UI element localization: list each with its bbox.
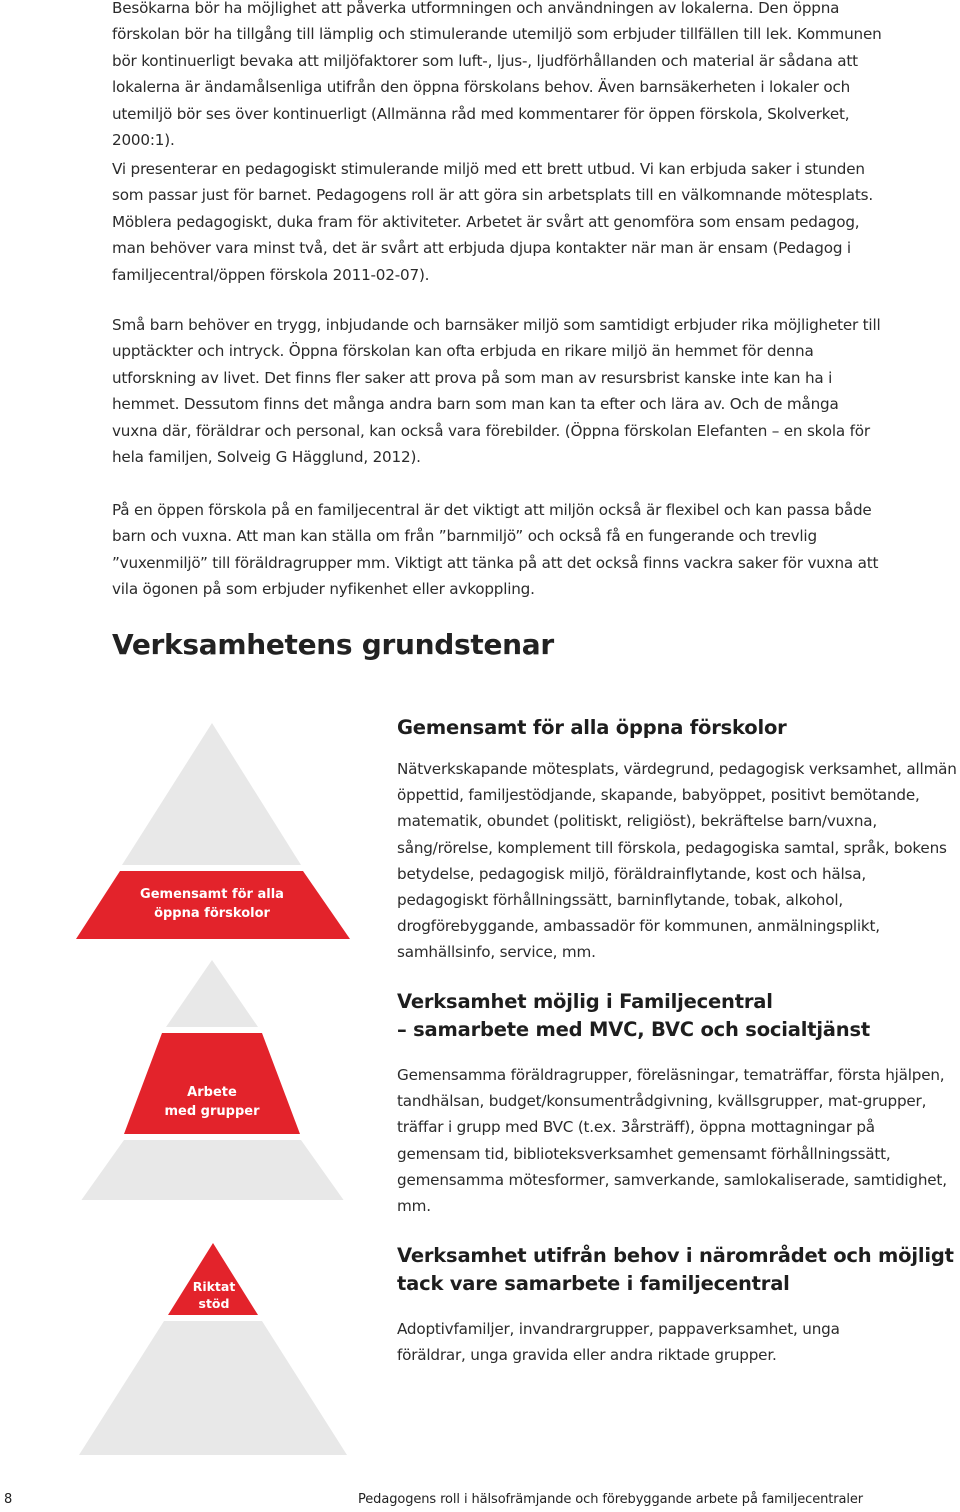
pyramid-label-line1: Gemensamt för alla xyxy=(140,887,284,902)
section-heading: Verksamhetens grundstenar xyxy=(112,628,554,661)
section-title-line2: – samarbete med MVC, BVC och socialtjänst xyxy=(397,1018,870,1041)
pyramid-label-line2: stöd xyxy=(198,1296,230,1311)
pyramid-lower-part xyxy=(79,1321,347,1455)
intro-paragraph-3: Små barn behöver en trygg, inbjudande och barnsäker miljö som samtidigt erbjuder rika möjligheter till upptäckter och intryck. Öppna förskolan kan ofta erbjuda en rikare miljö än hemmet för denna utforskning av livet. Det finns fler saker att prova på som man av resursbrist kanske inte kan ha i hemmet. Dessutom finns det många andra barn som man kan ta efter och lära av. Och de många vuxna där, föräldrar och personal, kan också vara förebilder. (Öppna förskolan Elefanten – en skola för hela familjen, Solveig G Hägglund, 2012). xyxy=(112,316,881,467)
pyramid-label-line1: Riktat xyxy=(192,1279,236,1294)
running-title: Pedagogens roll i hälsofrämjande och förebyggande arbete på familjecentraler xyxy=(358,1492,864,1507)
intro-paragraph-2: Vi presenterar en pedagogiskt stimulerande miljö med ett brett utbud. Vi kan erbjuda saker i stunden som passar just för barnet. Pedagogens roll är att göra sin arbetsplats till en välkomnande mötesplats. Möblera pedagogiskt, duka fram för aktiviteter. Arbetet är svårt att genomföra som ensam pedagog, man behöver vara minst två, det är svårt att erbjuda djupa kontakter när man är ensam (Pedagog i familjecentral/öppen förskola 2011-02-07). xyxy=(112,160,873,284)
pyramid-label-line2: med grupper xyxy=(164,1104,260,1119)
section-body: Nätverkskapande mötesplats, värdegrund, pedagogisk verksamhet, allmän öppettid, familjestödjande, skapande, babyöppet, positivt bemötande, matematik, obundet (politiskt, religiöst), bekräftelse barn/vuxna, sång/rörelse, komplement till förskola, pedagogiska samtal, språk, bokens betydelse, pedagogisk miljö, föräldrainflytande, kost och hälsa, pedagogiskt förhållningssätt, barninflytande, tobak, alkohol, drogförebyggande, ambassadör för kommunen, anmälningsplikt, samhällsinfo, service, mm. xyxy=(397,760,957,962)
page-number: 8 xyxy=(4,1492,13,1507)
section-title-line2: tack vare samarbete i familjecentral xyxy=(397,1272,790,1295)
intro-paragraph-1: Besökarna bör ha möjlighet att påverka utformningen och användningen av lokalerna. Den öppna förskolan bör ha tillgång till lämplig och stimulerande utemiljö som erbjuder tillfällen till lek. Kommunen bör kontinuerligt bevaka att miljöfaktorer som luft-, ljus-, ljudförhållanden och material är sådana att lokalerna är ändamålsenliga utifrån den öppna förskolans behov. Även barnsäkerheten i lokaler och utemiljö bör ses över kontinuerligt (Allmänna råd med kommentarer för öppen förskola, Skolverket, 2000:1). xyxy=(112,0,882,150)
section-title: Gemensamt för alla öppna förskolor xyxy=(397,716,787,739)
section-title-line1: Verksamhet utifrån behov i närområdet och möjligt xyxy=(397,1244,954,1267)
pyramid-label-line2: öppna förskolor xyxy=(154,906,270,921)
section-body: Gemensamma föräldragrupper, föreläsningar, tematräffar, första hjälpen, tandhälsan, budget/konsumentrådgivning, kvällsgrupper, mat-grupper, träffar i grupp med BVC (t.ex. 3årsträff), öppna mottagningar på gemensam tid, biblioteksverksamhet gemensamt förhållningssätt, gemensamma mötesformer, samverkande, samlokaliserade, samtidighet, mm. xyxy=(397,1066,947,1216)
pyramid-label-line1: Arbete xyxy=(187,1085,237,1100)
intro-paragraph-4: På en öppen förskola på en familjecentral är det viktigt att miljön också är flexibel och kan passa både barn och vuxna. Att man kan ställa om från ”barnmiljö” och också få en fungerande och trevlig ”vuxenmiljö” till föräldragrupper mm. Viktigt att tänka på att det också finns vackra saker för vuxna att vila ögonen på som erbjuder nyfikenhet eller avkoppling. xyxy=(112,501,879,599)
section-body: Adoptivfamiljer, invandrargrupper, pappaverksamhet, unga föräldrar, unga gravida eller andra riktade grupper. xyxy=(397,1320,840,1365)
section-title-line1: Verksamhet möjlig i Familjecentral xyxy=(397,990,773,1013)
